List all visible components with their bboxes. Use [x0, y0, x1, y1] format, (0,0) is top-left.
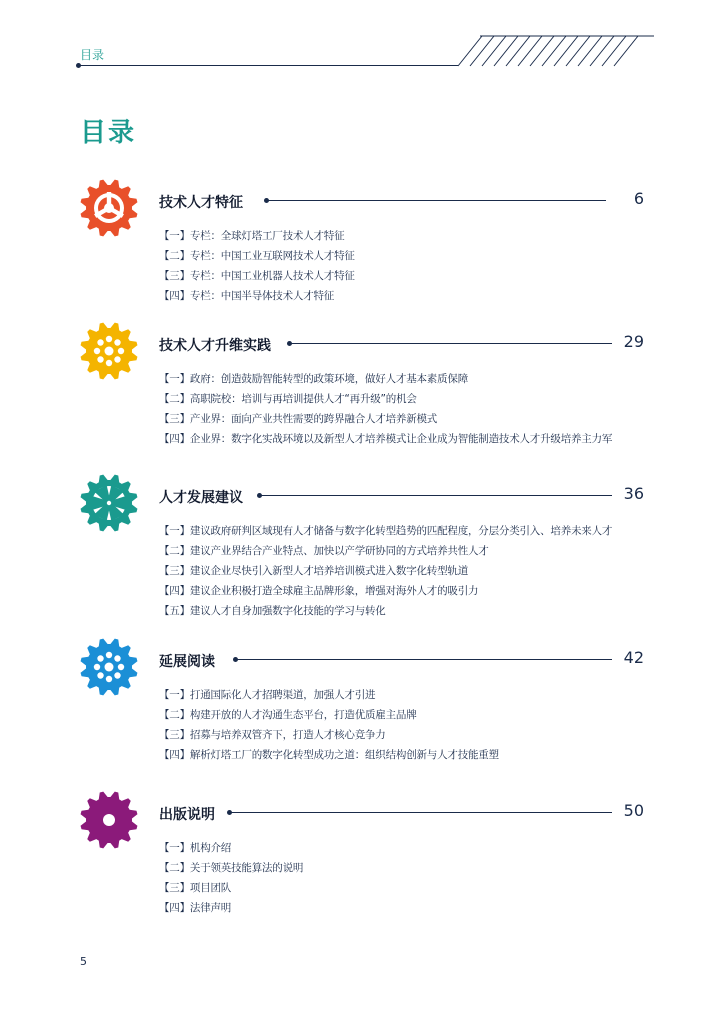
toc-subitem[interactable]: 【三】建议企业尽快引入新型人才培养培训模式进入数字化转型轨道: [159, 565, 468, 577]
page-number: 5: [80, 955, 87, 968]
toc-subitem[interactable]: 【二】关于领英技能算法的说明: [159, 862, 304, 874]
section-page-number[interactable]: 42: [623, 648, 644, 667]
toc-subitem[interactable]: 【四】企业界：数字化实战环境以及新型人才培养模式让企业成为智能制造技术人才升级培养主力军: [159, 433, 613, 445]
toc-subitem[interactable]: 【四】专栏：中国半导体技术人才特征: [159, 290, 335, 302]
section-title[interactable]: 技术人才升维实践: [159, 338, 271, 354]
toc-subitem[interactable]: 【一】机构介绍: [159, 842, 232, 854]
toc-subitem[interactable]: 【三】招募与培养双管齐下，打造人才核心竞争力: [159, 729, 386, 741]
toc-subitem[interactable]: 【三】专栏：中国工业机器人技术人才特征: [159, 270, 355, 282]
gear-icon: [79, 473, 139, 533]
toc-subitem[interactable]: 【二】高职院校：培训与再培训提供人才“再升级”的机会: [159, 393, 417, 405]
header-rule-dot: [76, 63, 81, 68]
toc-subitem[interactable]: 【二】建议产业界结合产业特点、加快以产学研协同的方式培养共性人才: [159, 545, 489, 557]
toc-subitem[interactable]: 【三】产业界：面向产业共性需要的跨界融合人才培养新模式: [159, 413, 438, 425]
toc-subitem[interactable]: 【一】政府：创造鼓励智能转型的政策环境，做好人才基本素质保障: [159, 373, 468, 385]
toc-subitem[interactable]: 【二】专栏：中国工业互联网技术人才特征: [159, 250, 355, 262]
leader-line: [259, 495, 612, 496]
section-title[interactable]: 技术人才特征: [159, 195, 243, 211]
running-header: 目录: [80, 48, 105, 62]
section-page-number[interactable]: 6: [633, 189, 644, 208]
toc-subitem[interactable]: 【一】打通国际化人才招聘渠道，加强人才引进: [159, 689, 376, 701]
toc-subitem[interactable]: 【四】建议企业积极打造全球雇主品牌形象，增强对海外人才的吸引力: [159, 585, 479, 597]
section-title[interactable]: 人才发展建议: [159, 490, 243, 506]
toc-subitem[interactable]: 【一】建议政府研判区域现有人才储备与数字化转型趋势的匹配程度，分层分类引入、培养未来人才: [159, 525, 613, 537]
page-title: 目录: [80, 118, 137, 148]
header-stripes-decoration: [456, 34, 656, 68]
gear-icon: [79, 790, 139, 850]
toc-subitem[interactable]: 【四】法律声明: [159, 902, 232, 914]
gear-icon: [79, 178, 139, 238]
toc-subitem[interactable]: 【二】构建开放的人才沟通生态平台，打造优质雇主品牌: [159, 709, 417, 721]
section-title[interactable]: 出版说明: [159, 807, 215, 823]
leader-line: [289, 343, 612, 344]
section-title[interactable]: 延展阅读: [159, 654, 215, 670]
gear-icon: [79, 321, 139, 381]
toc-subitem[interactable]: 【五】建议人才自身加强数字化技能的学习与转化: [159, 605, 386, 617]
section-page-number[interactable]: 36: [623, 484, 644, 503]
toc-subitem[interactable]: 【三】项目团队: [159, 882, 232, 894]
leader-line: [235, 659, 612, 660]
gear-icon: [79, 637, 139, 697]
section-page-number[interactable]: 50: [623, 801, 644, 820]
toc-subitem[interactable]: 【一】专栏：全球灯塔工厂技术人才特征: [159, 230, 345, 242]
leader-line: [266, 200, 606, 201]
section-page-number[interactable]: 29: [623, 332, 644, 351]
toc-subitem[interactable]: 【四】解析灯塔工厂的数字化转型成功之道：组织结构创新与人才技能重塑: [159, 749, 499, 761]
header-rule: [78, 65, 458, 66]
leader-line: [229, 812, 612, 813]
